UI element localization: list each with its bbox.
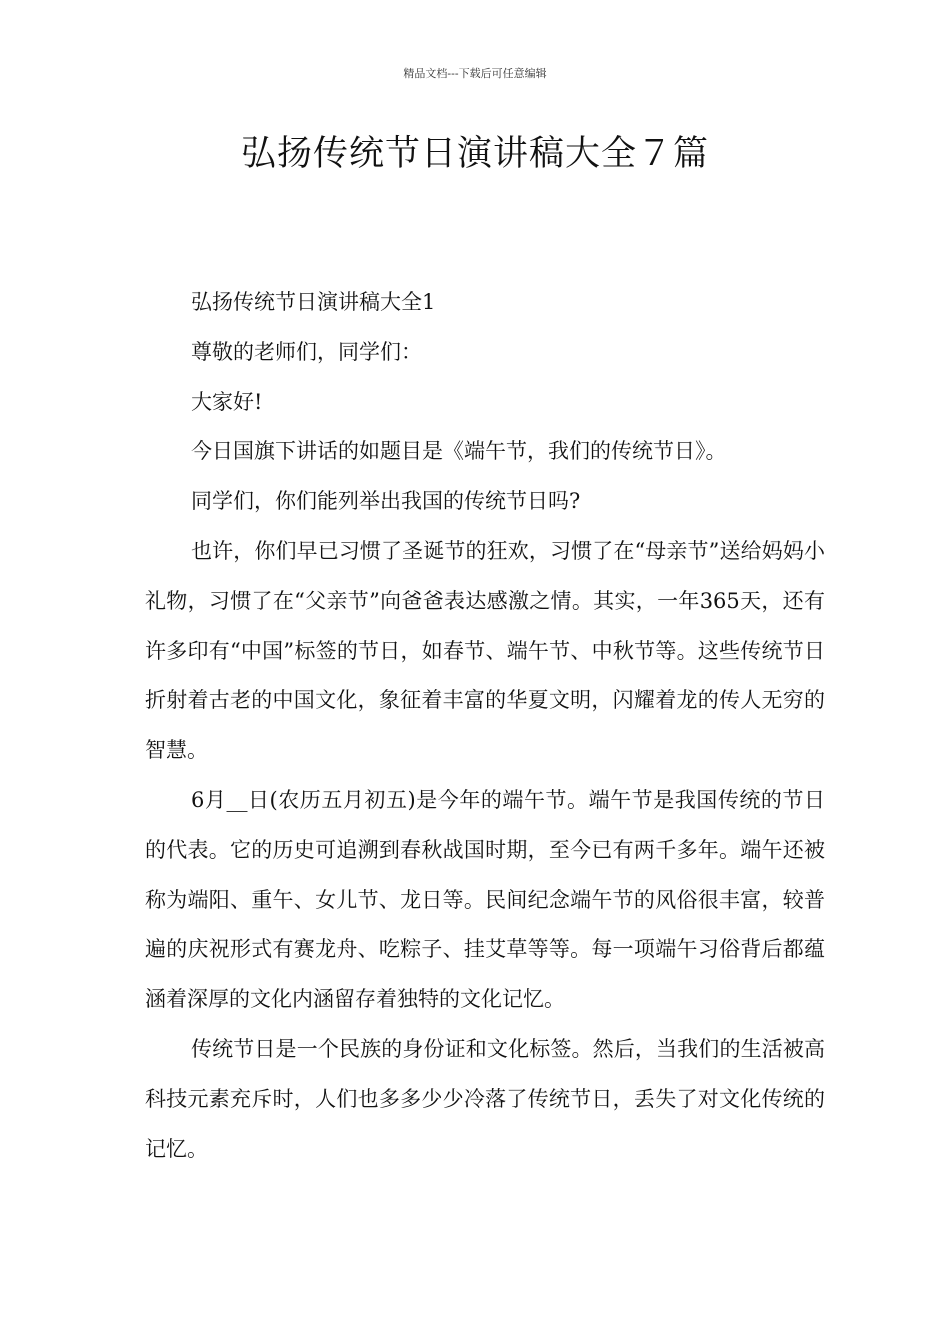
salutation: 尊敬的老师们，同学们： [191, 339, 422, 364]
document-body [145, 278, 825, 1174]
greeting: 大家好! [191, 389, 263, 414]
paragraph: 今日国旗下讲话的如题目是《端午节，我们的传统节日》。 [191, 439, 727, 464]
paragraph: 同学们，你们能列举出我国的传统节日吗? [191, 489, 581, 514]
document-title: 弘扬传统节日演讲稿大全７篇 [240, 134, 709, 174]
section-heading: 弘扬传统节日演讲稿大全1 [191, 290, 436, 314]
paragraph: 也许，你们早已习惯了圣诞节的狂欢，习惯了在“母亲节”送给妈妈小礼物，习惯了在“父亲节”向爸爸表达感激之情。其实，一年365天，还有许多印有“中国”标签的节日，如春节、端午节、中秋节等。这些传统节日折射着古老的中国文化，象征着丰富的华夏文明，闪耀着龙的传人无穷的智慧。 [145, 538, 825, 763]
header-note: 精品文档---下载后可任意编辑 [403, 67, 547, 80]
paragraph: 6月__日(农历五月初五)是今年的端午节。端午节是我国传统的节日的代表。它的历史可追溯到春秋战国时期，至今已有两千多年。端午还被称为端阳、重午、女儿节、龙日等。民间纪念端午节的风俗很丰富，较普遍的庆祝形式有赛龙舟、吃粽子、挂艾草等等。每一项端午习俗背后都蕴涵着深厚的文化内涵留存着独特的文化记忆。 [145, 787, 825, 1012]
paragraph: 传统节日是一个民族的身份证和文化标签。然后，当我们的生活被高科技元素充斥时，人们也多多少少冷落了传统节日，丢失了对文化传统的记忆。 [145, 1036, 825, 1161]
